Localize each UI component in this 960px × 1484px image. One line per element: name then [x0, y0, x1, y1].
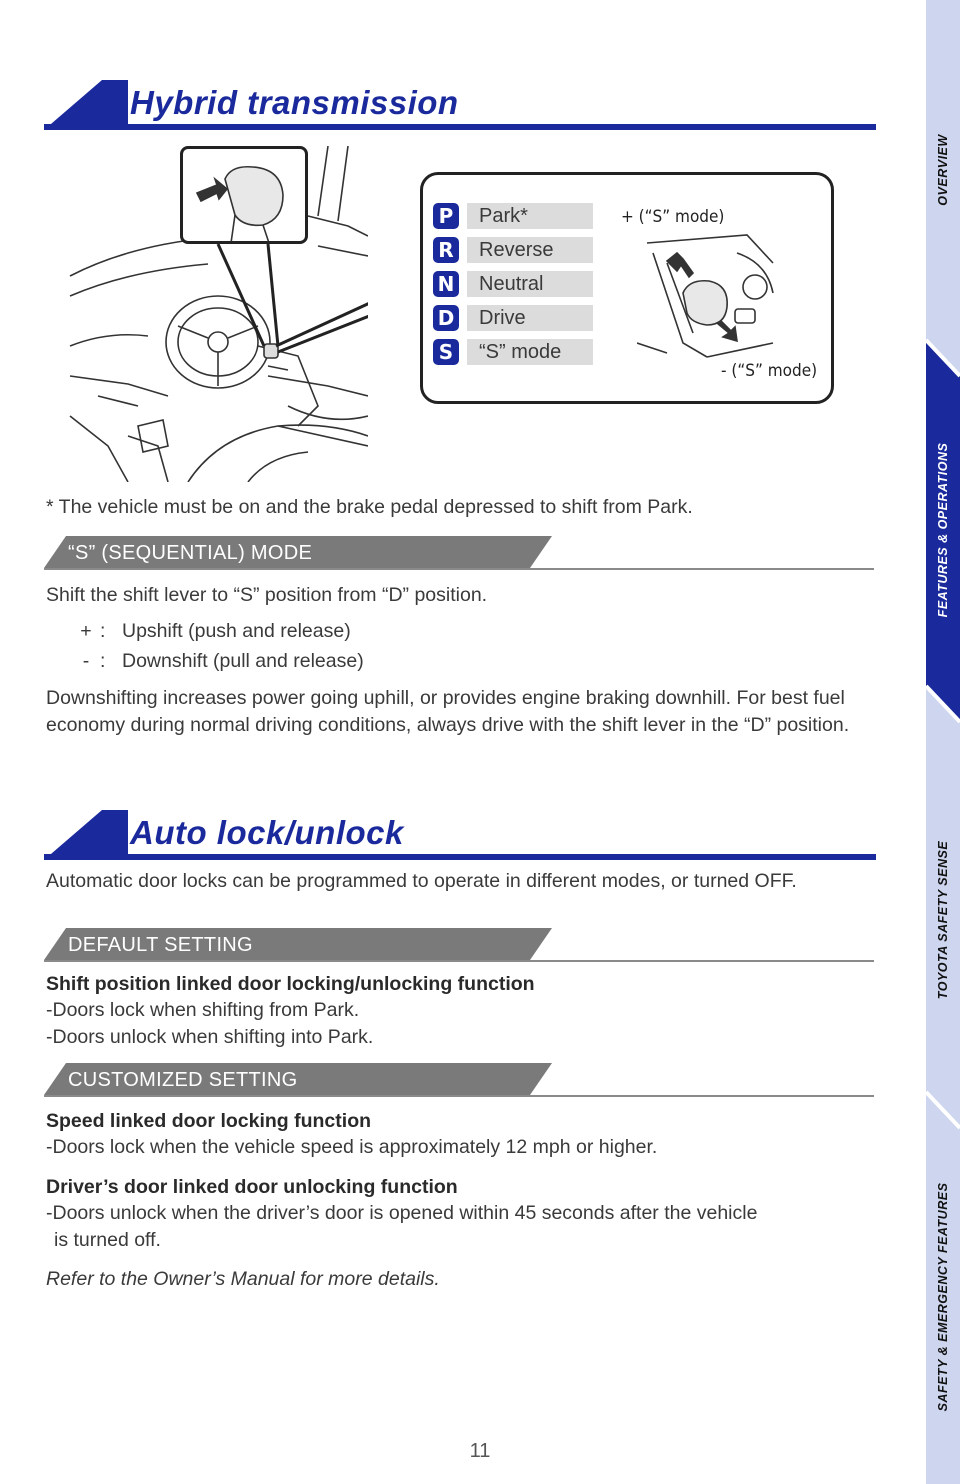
side-tab-strip	[926, 0, 960, 1484]
hybrid-transmission-title: Hybrid transmission	[130, 84, 459, 121]
customized-setting-header	[44, 1063, 874, 1097]
downshift-row: - : Downshift (pull and release)	[72, 650, 364, 673]
gear-badge-n: N	[433, 271, 459, 297]
sequential-intro: Shift the shift lever to “S” position from “D” position.	[46, 584, 488, 606]
tab-features-operations-label: FEATURES & OPERATIONS	[936, 442, 950, 618]
default-line-lock: -Doors lock when shifting from Park.	[46, 999, 360, 1021]
minus-s-mode-label: - (“S” mode)	[721, 361, 818, 381]
shift-gate-drawing	[637, 233, 777, 359]
auto-lock-header	[44, 810, 876, 860]
default-setting-header	[44, 928, 874, 962]
upshift-row: + : Upshift (push and release)	[72, 620, 351, 643]
driver-function-line-1: -Doors unlock when the driver’s door is opened within 45 seconds after the vehicle	[46, 1202, 758, 1224]
owners-manual-note: Refer to the Owner’s Manual for more details.	[46, 1268, 440, 1290]
tab-features-operations[interactable]	[926, 360, 960, 700]
sequential-mode-header	[44, 536, 874, 570]
hybrid-transmission-header	[44, 80, 876, 130]
driver-function-title: Driver’s door linked door unlocking function	[46, 1176, 458, 1198]
gear-badge-d: D	[433, 305, 459, 331]
auto-lock-intro: Automatic door locks can be programmed to operate in different modes, or turned OFF.	[46, 870, 797, 892]
gear-badge-r: R	[433, 237, 459, 263]
default-setting-label: DEFAULT SETTING	[68, 934, 253, 956]
park-footnote: * The vehicle must be on and the brake pedal depressed to shift from Park.	[46, 496, 693, 518]
gear-badge-s: S	[433, 339, 459, 365]
sequential-mode-label: “S” (SEQUENTIAL) MODE	[68, 542, 313, 564]
downshift-note: Downshifting increases power going uphill, or provides engine braking downhill. For best fuel economy during normal driving conditions, always drive with the shift lever in the “D” position.	[46, 687, 850, 736]
gear-label-neutral: Neutral	[467, 271, 593, 297]
tab-overview-label: OVERVIEW	[936, 134, 950, 206]
gear-badge-p: P	[433, 203, 459, 229]
gear-callout-box	[420, 172, 834, 404]
gear-label-drive: Drive	[467, 305, 593, 331]
default-function-title: Shift position linked door locking/unlocking function	[46, 973, 535, 995]
gear-label-park: Park*	[467, 203, 593, 229]
tab-overview[interactable]	[926, 0, 960, 340]
speed-function-line: -Doors lock when the vehicle speed is approximately 12 mph or higher.	[46, 1136, 658, 1158]
speed-function-title: Speed linked door locking function	[46, 1110, 372, 1132]
gear-label-s-mode: “S” mode	[467, 339, 593, 365]
plus-symbol: +	[80, 620, 92, 642]
page-number: 11	[469, 1440, 491, 1462]
tab-toyota-safety-sense[interactable]	[926, 730, 960, 1110]
tab-safety-emergency[interactable]	[926, 1110, 960, 1484]
auto-lock-title: Auto lock/unlock	[130, 814, 404, 851]
minus-symbol: -	[82, 650, 90, 672]
tab-toyota-safety-sense-label: TOYOTA SAFETY SENSE	[936, 840, 950, 1000]
downshift-text: Downshift (pull and release)	[122, 650, 364, 672]
default-line-unlock: -Doors unlock when shifting into Park.	[46, 1026, 374, 1048]
tab-safety-emergency-label: SAFETY & EMERGENCY FEATURES	[936, 1182, 950, 1412]
plus-s-mode-label: + (“S” mode)	[621, 207, 725, 227]
customized-setting-label: CUSTOMIZED SETTING	[68, 1069, 298, 1091]
upshift-text: Upshift (push and release)	[122, 620, 351, 642]
interior-illustration	[68, 146, 368, 482]
gear-label-reverse: Reverse	[467, 237, 593, 263]
driver-function-line-2: is turned off.	[54, 1229, 161, 1251]
